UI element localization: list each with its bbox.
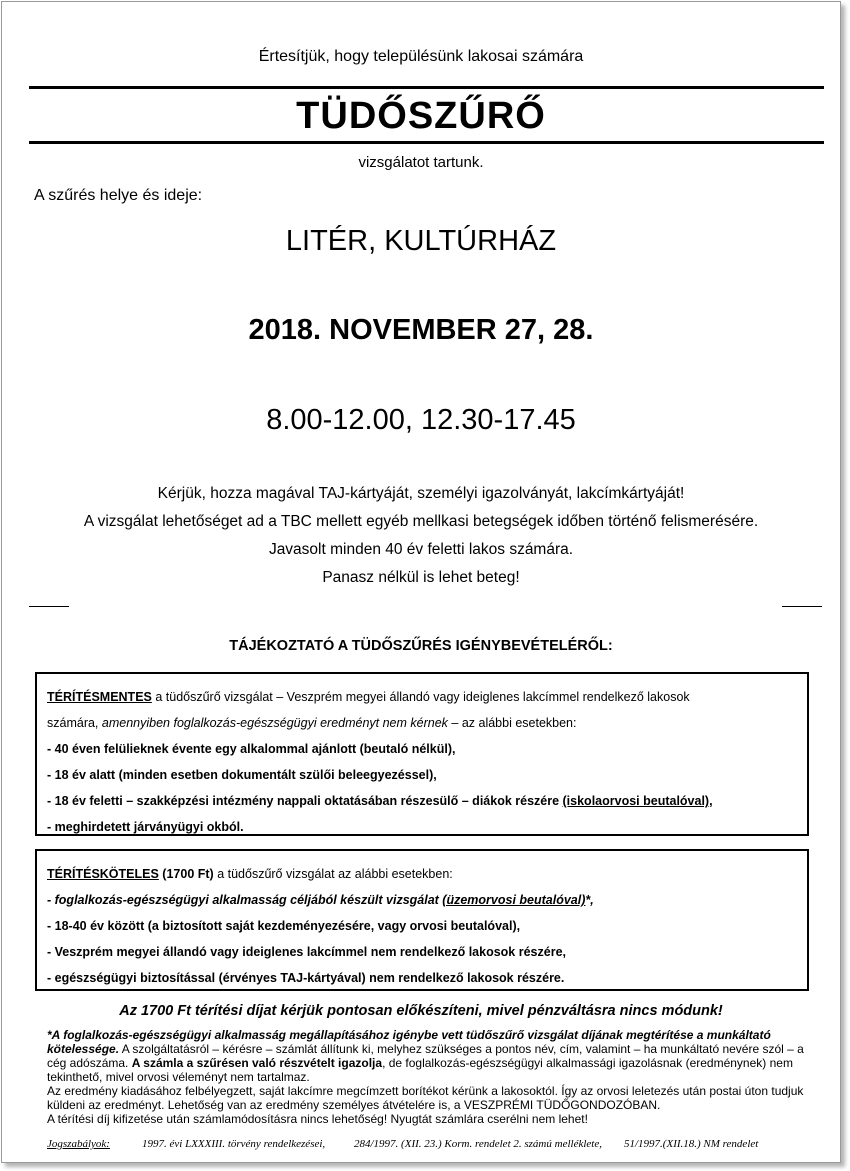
paid-item-1 [47, 887, 797, 913]
footnote-invoice [47, 1028, 807, 1084]
legal-law-1: 1997. évi LXXXIII. törvény rendelkezései, [142, 1138, 326, 1150]
free-heading-text: a tüdőszűrő vizsgálat – Veszprém megyei állandó vagy ideiglenes lakcímmel rendelkező lakosok [151, 690, 690, 704]
note-documents: Kérjük, hozza magával TAJ-kártyáját, személyi igazolványát, lakcímkártyáját! [157, 485, 685, 502]
note-purpose: A vizsgálat lehetőséget ad a TBC mellett egyéb mellkasi betegségek időben történő felismerésére. [83, 513, 759, 530]
title-top-rule [29, 86, 824, 89]
paid-screening-box [35, 849, 809, 991]
paid-item-1-a: - foglalkozás-egészségügyi alkalmasság céljából készült vizsgálat [47, 893, 443, 907]
event-place: LITÉR, KULTÚRHÁZ [285, 225, 557, 257]
free-condition-b: – az alábbi esetekben: [447, 716, 577, 730]
footnote [47, 1028, 807, 1126]
page-title: TÜDŐSZŰRŐ [296, 95, 546, 137]
footnote-invoice-bold: A számla a szűrésen való részvételt igazolja [131, 1056, 383, 1070]
legal-label: Jogszabályok: [47, 1138, 110, 1150]
free-item-2: - 18 év alatt (minden esetben dokumentált szülői beleegyezéssel), [47, 768, 437, 782]
legal-law-2: 284/1997. (XII. 23.) Korm. rendelet 2. számú melléklete, [354, 1138, 602, 1150]
place-time-label: A szűrés helye és ideje: [34, 187, 203, 204]
free-condition-a: számára, [47, 716, 102, 730]
note-warning: Panasz nélkül is lehet beteg! [322, 569, 520, 586]
free-condition-italic: amennyiben foglalkozás-egészségügyi eredményt nem kérnek [101, 716, 448, 730]
free-item-3-b: , [709, 794, 713, 808]
paid-item-1-referral: (üzemorvosi beutalóval) [442, 893, 586, 907]
free-item-4: - meghirdetett járványügyi okból. [47, 820, 244, 834]
note-recommendation: Javasolt minden 40 év feletti lakos számára. [268, 541, 574, 558]
free-condition [47, 710, 797, 736]
free-heading-label: TÉRÍTÉSMENTES [47, 690, 152, 704]
footnote-invoice-text: A szolgáltatásról – kérésre – számlát állítunk ki, melyhez szükséges a pontos név, cím, valamint – ha munkáltató nevére szól – a cég adószáma. [47, 1042, 804, 1070]
free-item-3 [47, 788, 797, 814]
event-date: 2018. NOVEMBER 27, 28. [248, 314, 594, 346]
paid-item-4: - egészségügyi biztosítással (érvényes TAJ-kártyával) nem rendelkező lakosok részére. [47, 971, 565, 985]
paid-heading-price: (1700 Ft) [158, 867, 214, 881]
paid-item-3: - Veszprém megyei állandó vagy ideiglenes lakcímmel nem rendelkező lakosok részére, [47, 945, 566, 959]
legal-references [47, 1138, 758, 1150]
footnote-invoice-text-2: , de foglalkozás-egészségügyi alkalmassági igazolásnak (eredménynek) nem tekinthető, mivel orvosi véleményt nem tartalmaz. [47, 1056, 793, 1084]
intro-text: Értesítjük, hogy településünk lakosai számára [258, 48, 584, 65]
paid-heading-text: a tüdőszűrő vizsgálat az alábbi esetekben: [213, 867, 453, 881]
free-item-3-a: - 18 év feletti – szakképzési intézmény nappali oktatásában részesülő – diákok részére [47, 794, 563, 808]
paid-item-2: - 18-40 év között (a biztosított saját kezdeményezésére, vagy orvosi beutalóval), [47, 919, 521, 933]
footnote-employer-duty: *A foglalkozás-egészségügyi alkalmasság megállapításához igénybe vett tüdőszűrő vizsgálat díjának megtérítése a munkáltató kötelessége. [47, 1028, 771, 1056]
footnote-payment: A térítési díj kifizetése után számlamódosításra nincs lehetőség! Nyugtát számlára cserélni nem lehet! [47, 1112, 588, 1126]
divider-left [29, 606, 69, 607]
free-heading [47, 684, 797, 710]
free-item-1: - 40 éven felülieknek évente egy alkalommal ajánlott (beutaló nélkül), [47, 742, 456, 756]
title-bottom-rule [29, 141, 824, 144]
legal-law-3: 51/1997.(XII.18.) NM rendelet [624, 1138, 759, 1150]
free-screening-box [35, 672, 809, 836]
divider-right [782, 606, 822, 607]
paid-heading [47, 861, 797, 887]
free-item-3-referral: (iskolaorvosi beutalóval) [562, 794, 710, 808]
paid-heading-label: TÉRÍTÉSKÖTELES [47, 867, 159, 881]
info-title: TÁJÉKOZTATÓ A TÜDŐSZŰRÉS IGÉNYBEVÉTELÉRŐL: [229, 638, 613, 654]
paid-item-1-b: *, [585, 893, 594, 907]
title-subline: vizsgálatot tartunk. [358, 154, 484, 171]
payment-notice: Az 1700 Ft térítési díjat kérjük pontosan előkészíteni, mivel pénzváltásra nincs módunk! [119, 1003, 723, 1019]
flyer-page [1, 1, 841, 1163]
event-hours: 8.00-12.00, 12.30-17.45 [266, 404, 576, 436]
footnote-results: Az eredmény kiadásához felbélyegzett, saját lakcímre megcímzett borítékot kérünk a lakosoktól. Így az orvosi leletezés után postai úton tudjuk küldeni az eredményt. Lehetőség van az eredmény személyes átvételére is, a VESZPRÉMI TÜDŐGONDOZÓBAN. [47, 1084, 804, 1112]
